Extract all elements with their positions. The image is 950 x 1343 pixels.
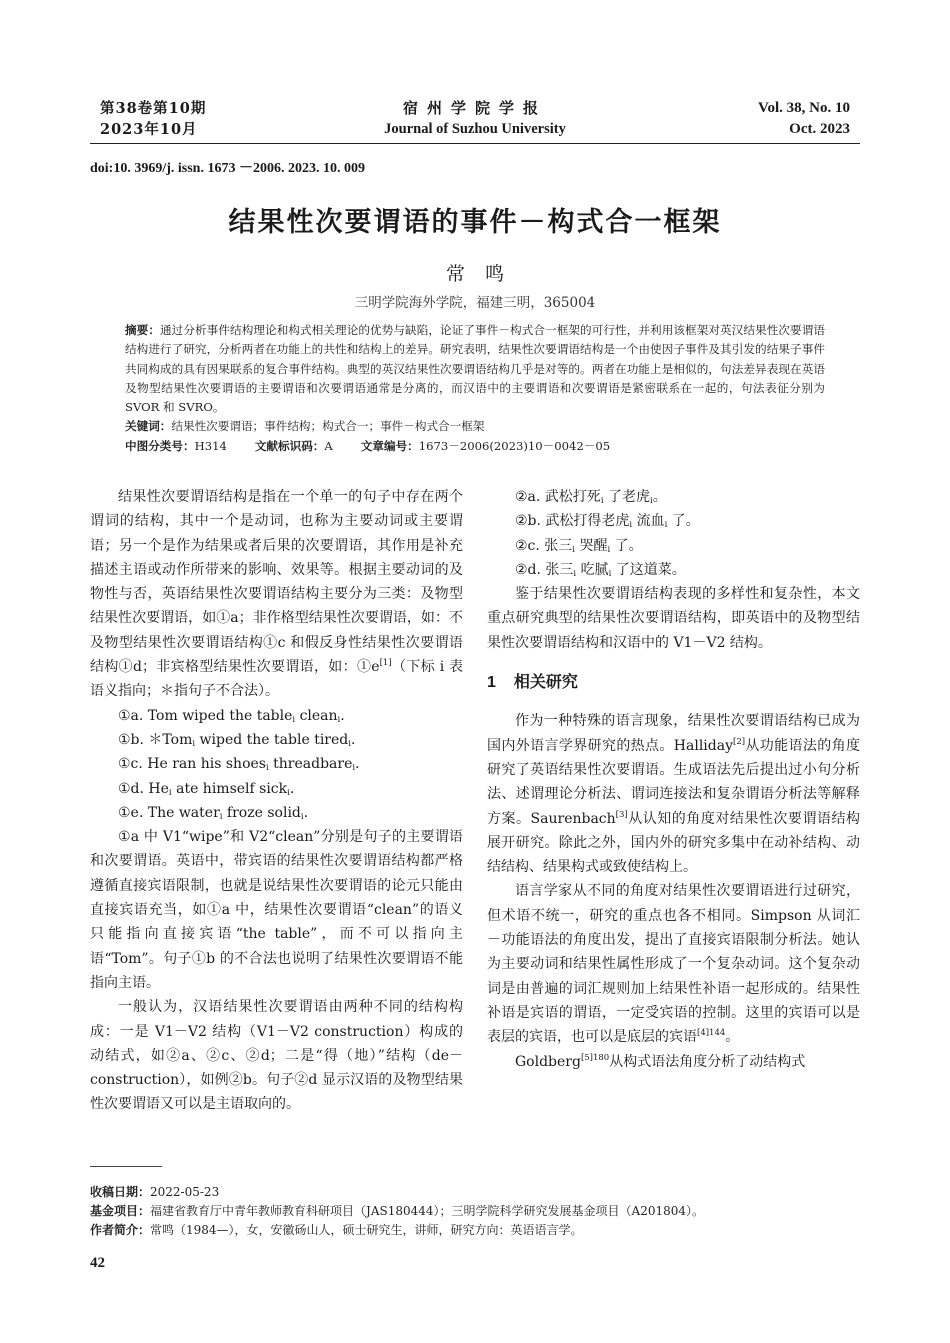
example-text: ①e. The water: [118, 804, 220, 821]
fund-value: 福建省教育厅中青年教师教育科研项目（JAS180444）；三明学院科学研究发展基金项目（A201804）。: [150, 1204, 704, 1218]
paragraph-text: 作为一种特殊的语言现象，结果性次要谓语结构已成为国内外语言学界研究的热点。Halliday: [487, 713, 860, 754]
subscript: i: [664, 520, 668, 531]
journal-name-en: Journal of Suzhou University: [384, 121, 566, 137]
abstract: [125, 321, 825, 417]
example-text: .: [303, 804, 309, 821]
example-text: ①a. Tom wiped the table: [118, 707, 293, 724]
author-bio: [90, 1221, 860, 1240]
doi: doi:10. 3969/j. issn. 1673 －2006. 2023. 10. 009: [90, 161, 365, 176]
header-center: [100, 98, 850, 140]
example-1e: [90, 801, 463, 825]
citation: [4]144: [697, 1028, 726, 1039]
example-text: 了。: [667, 513, 700, 530]
example-text: 吃腻: [576, 561, 609, 578]
affiliation: 三明学院海外学院，福建三明，365004: [354, 295, 596, 311]
subscript: i: [265, 763, 269, 774]
example-2d: [487, 558, 860, 582]
article-no-label: 文章编号：: [360, 439, 419, 453]
keywords: [125, 417, 825, 436]
paragraph: 鉴于结果性次要谓语结构表现的多样性和复杂性，本文重点研究典型的结果性次要谓语结构，即英语中的及物型结果性次要谓语结构和汉语中的 V1－V2 结构。: [487, 586, 860, 651]
subscript: i: [649, 496, 653, 506]
paragraph-text: 从认知的角度对结果性次要谓语结构展开研究。除此之外，国内外的研究多集中在动补结构、动结结构、结果构式或致使结构上。: [487, 810, 860, 876]
example-text: wiped the table tired: [195, 731, 349, 748]
example-1a: [90, 704, 463, 728]
paragraph: ①a 中 V1“wipe”和 V2“clean”分别是句子的主要谓语和次要谓语。英语中，带宾语的结果性次要谓语结构都严格遵循直接宾语限制，也就是说结果性次要谓语的论元只能由直接宾语充当，如①a 中，结果性次要谓语“clean”的语义只能指向直接宾语“the table”，而不可以指向主语“Tom”。句子①b 的不合法也说明了结果性次要谓语不能指向主语。: [90, 829, 463, 991]
journal-header: [100, 98, 850, 142]
example-1d: [90, 777, 463, 801]
subscript: i: [352, 763, 356, 774]
example-text: 了老虎: [603, 489, 650, 505]
issue-date: 2023年10月: [100, 121, 198, 138]
paragraph: [90, 485, 463, 704]
example-text: 了这道菜。: [611, 561, 686, 578]
example-text: ①d. He: [118, 780, 169, 797]
subscript: i: [607, 544, 611, 555]
keywords-text: 结果性次要谓语；事件结构；构式合一；事件－构式合一框架: [171, 419, 485, 434]
example-2b: [487, 509, 860, 533]
header-right: [758, 98, 850, 140]
example-text: .: [355, 756, 360, 773]
subscript: i: [572, 544, 576, 555]
journal-name-cn: 宿州学院学报: [402, 99, 547, 117]
citation: [5]180: [580, 1052, 610, 1063]
body-column-right: [487, 485, 860, 1074]
subscript: i: [300, 811, 304, 822]
abstract-block: [125, 321, 825, 456]
paragraph-text: 结果性次要谓语结构是指在一个单一的句子中存在两个谓词的结构，其中一个是动词，也称为主要动词或主要谓语；另一个是作为结果或者后果的次要谓语，其作用是补充描述主语或动作所带来的影响、效果等。根据主要动词的及物性与否，英语结果性次要谓语结构主要分为三类：及物型结果性次要谓语，如①a；非作格型结果性次要谓语，如：不及物型结果性次要谓语结构①c 和假反身性结果性次要谓语结构①d；非宾格型结果性次要谓语，如：①e: [90, 489, 463, 676]
header-rule: [90, 143, 860, 144]
abstract-text: 通过分析事件结构理论和构式相关理论的优势与缺陷，论证了事件－构式合一框架的可行性，并利用该框架对英汉结果性次要谓语结构进行了研究，分析两者在功能上的共性和结构上的差异。研究表明，结果性次要谓语结构是一个由使因子事件及其引发的结果子事件共同构成的具有因果联系的复合事件结构。典型的英汉结果性次要谓语结构几乎是对等的。两者在功能上是相似的，句法差异表现在英语及物型结果性次要谓语的主要谓语和次要谓语通常是分离的，而汉语中的主要谓语和次要谓语是紧密联系在一起的，句法表征分别为 SVOR 和 SVRO。: [125, 323, 825, 415]
example-text: 。: [652, 489, 667, 505]
example-1b: [90, 728, 463, 752]
example-text: froze solid: [222, 804, 301, 821]
citation: [3]: [615, 809, 628, 820]
subscript: i: [168, 787, 172, 798]
clc-label: 中图分类号：: [125, 439, 195, 453]
fund-info: [90, 1202, 860, 1221]
example-text: 流血: [632, 513, 665, 530]
clc-value: H314: [194, 438, 227, 453]
subscript: i: [348, 738, 351, 749]
section-title: 相关研究: [513, 674, 578, 692]
received-value: 2022-05-23: [150, 1185, 220, 1199]
example-2a: [487, 485, 860, 509]
footnote-rule: [90, 1166, 162, 1167]
subscript: i: [292, 714, 296, 725]
article-no-value: 1673－2006(2023)10－0042－05: [418, 438, 611, 453]
page-number: 42: [90, 1255, 105, 1271]
subscript: i: [337, 714, 341, 725]
example-text: 了。: [610, 537, 643, 554]
abstract-label: 摘要：: [125, 324, 161, 337]
subscript: i: [600, 496, 604, 506]
example-text: .: [289, 780, 295, 797]
subscript: i: [219, 811, 223, 822]
doccode-value: A: [324, 438, 333, 453]
subscript: i: [608, 568, 612, 579]
paragraph: 一般认为，汉语结果性次要谓语由两种不同的结构构成：一是 V1－V2 结构（V1－V2 construction）构成的动结式，如②a、②c、②d；二是“得（地）”结构（de－construction），如例②b。句子②d 显示汉语的及物型结果性次要谓语又可以是主语取向的。: [90, 999, 463, 1113]
received-label: 收稿日期：: [90, 1185, 151, 1199]
issue-date-en: Oct. 2023: [789, 121, 850, 137]
paragraph: [487, 709, 860, 879]
paragraph-text: （下标 i 表语义指向；＊指句子不合法）。: [90, 659, 463, 700]
example-text: ②c. 张三: [515, 537, 573, 554]
section-heading: [487, 671, 860, 695]
example-text: ①c. He ran his shoes: [118, 756, 266, 773]
example-text: ②d. 张三: [515, 561, 574, 578]
bio-value: 常鸣（1984—），女，安徽砀山人，硕士研究生，讲师，研究方向：英语语言学。: [150, 1223, 583, 1237]
subscript: i: [287, 787, 290, 798]
subscript: i: [629, 520, 633, 531]
paragraph-text: Goldberg: [515, 1053, 581, 1070]
example-text: threadbare: [268, 756, 353, 773]
article-title: 结果性次要谓语的事件－构式合一框架: [228, 207, 722, 238]
example-text: ①b. ＊Tom: [118, 731, 193, 748]
body-column-left: [90, 485, 463, 1117]
example-text: .: [340, 707, 345, 724]
volume-issue: 第38卷第10期: [100, 100, 207, 117]
section-number: 1: [487, 674, 496, 692]
footnotes: [90, 1183, 860, 1240]
example-text: clean: [295, 707, 338, 724]
received-date: [90, 1183, 860, 1202]
example-text: 哭醒: [575, 537, 608, 554]
example-text: ②b. 武松打得老虎: [515, 513, 630, 530]
citation: [2]: [733, 736, 746, 747]
paragraph: [487, 1050, 860, 1074]
example-1c: [90, 752, 463, 776]
paragraph: [487, 879, 860, 1049]
citation: [1]: [379, 658, 392, 669]
fund-label: 基金项目：: [90, 1204, 151, 1218]
paragraph-text: 从构式语法角度分析了动结构式: [609, 1053, 806, 1070]
bio-label: 作者简介：: [90, 1223, 151, 1237]
subscript: i: [573, 568, 577, 579]
doccode-label: 文献标识码：: [254, 439, 325, 453]
paragraph-text: 。: [725, 1029, 740, 1046]
paragraph-text: 语言学家从不同的角度对结果性次要谓语进行过研究，但术语不统一，研究的重点也各不相同。Simpson 从词汇－功能语法的角度出发，提出了直接宾语限制分析法。她认为主要动词和结果性属性形成了一个复杂动词。这个复杂动词是由普遍的词汇规则加上结果性补语一起形成的。结果性补语是宾语的谓语，一定受宾语的控制。这里的宾语可以是表层的宾语，也可以是底层的宾语: [487, 883, 860, 1046]
example-2c: [487, 534, 860, 558]
volume-issue-en: Vol. 38, No. 10: [758, 100, 850, 116]
example-text: ate himself sick: [171, 780, 288, 797]
classification-line: [125, 437, 825, 456]
paragraph-text: 从功能语法的角度研究了英语结果性次要谓语。生成语法先后提出过小句分析法、述谓理论分析法、谓词连接法和复杂谓语分析法等解释方案。Saurenbach: [487, 737, 860, 827]
subscript: i: [192, 738, 196, 749]
author-name: 常鸣: [445, 263, 524, 285]
example-text: ②a. 武松打死: [515, 489, 601, 505]
keywords-label: 关键词：: [125, 420, 172, 434]
example-text: .: [350, 731, 356, 748]
